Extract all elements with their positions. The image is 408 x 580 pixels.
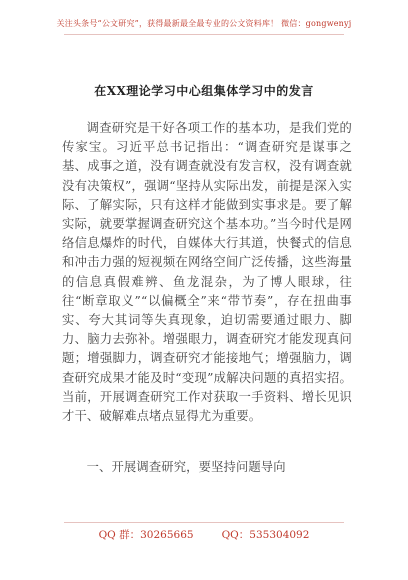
promo-banner: 关注头条号“公文研究”，获得最新最全最专业的公文资料库！ 微信：gongwenyj: [56, 19, 352, 28]
banner-divider: [64, 34, 344, 35]
qq-group-number: QQ 群：30265665: [98, 529, 194, 541]
qq-contact-number: QQ：535304092: [221, 529, 310, 541]
document-title: 在XX理论学习中心组集体学习中的发言: [94, 84, 314, 98]
section-heading: 一、开展调查研究，要坚持问题导向: [86, 460, 286, 475]
body-paragraph: 调查研究是干好各项工作的基本功，是我们党的传家宝。习近平总书记指出：“调查研究是谋事之基、成事之道，没有调查就没有发言权，没有调查就没有决策权”，强调“坚持从实际出发，前提是深入实际、了解实际，只有这样才能做到实事求是。要了解实际，就要掌握调查研究这个基本功。”当今时代是网络信息爆炸的时代，自媒体大行其道，快餐式的信息和冲击力强的短视频在网络空间广泛传播，这些海量的信息真假难辨、鱼龙混杂，为了博人眼球，往往“断章取义”“以偏概全”来“带节奏”，存在扭曲事实、夸大其词等失真现象，迫切需要通过眼力、脚力、脑力去弥补。增强眼力，调查研究才能发现真问题；增强脚力，调查研究才能接地气；增强脑力，调查研究成果才能及时“变现”成解决问题的真招实招。当前，开展调查研究工作对获取一手资料、增长见识才干、破解难点堵点显得尤为重要。: [62, 121, 352, 424]
document-body: [62, 119, 352, 477]
footer-divider: [64, 522, 344, 523]
contact-footer: [0, 527, 408, 542]
